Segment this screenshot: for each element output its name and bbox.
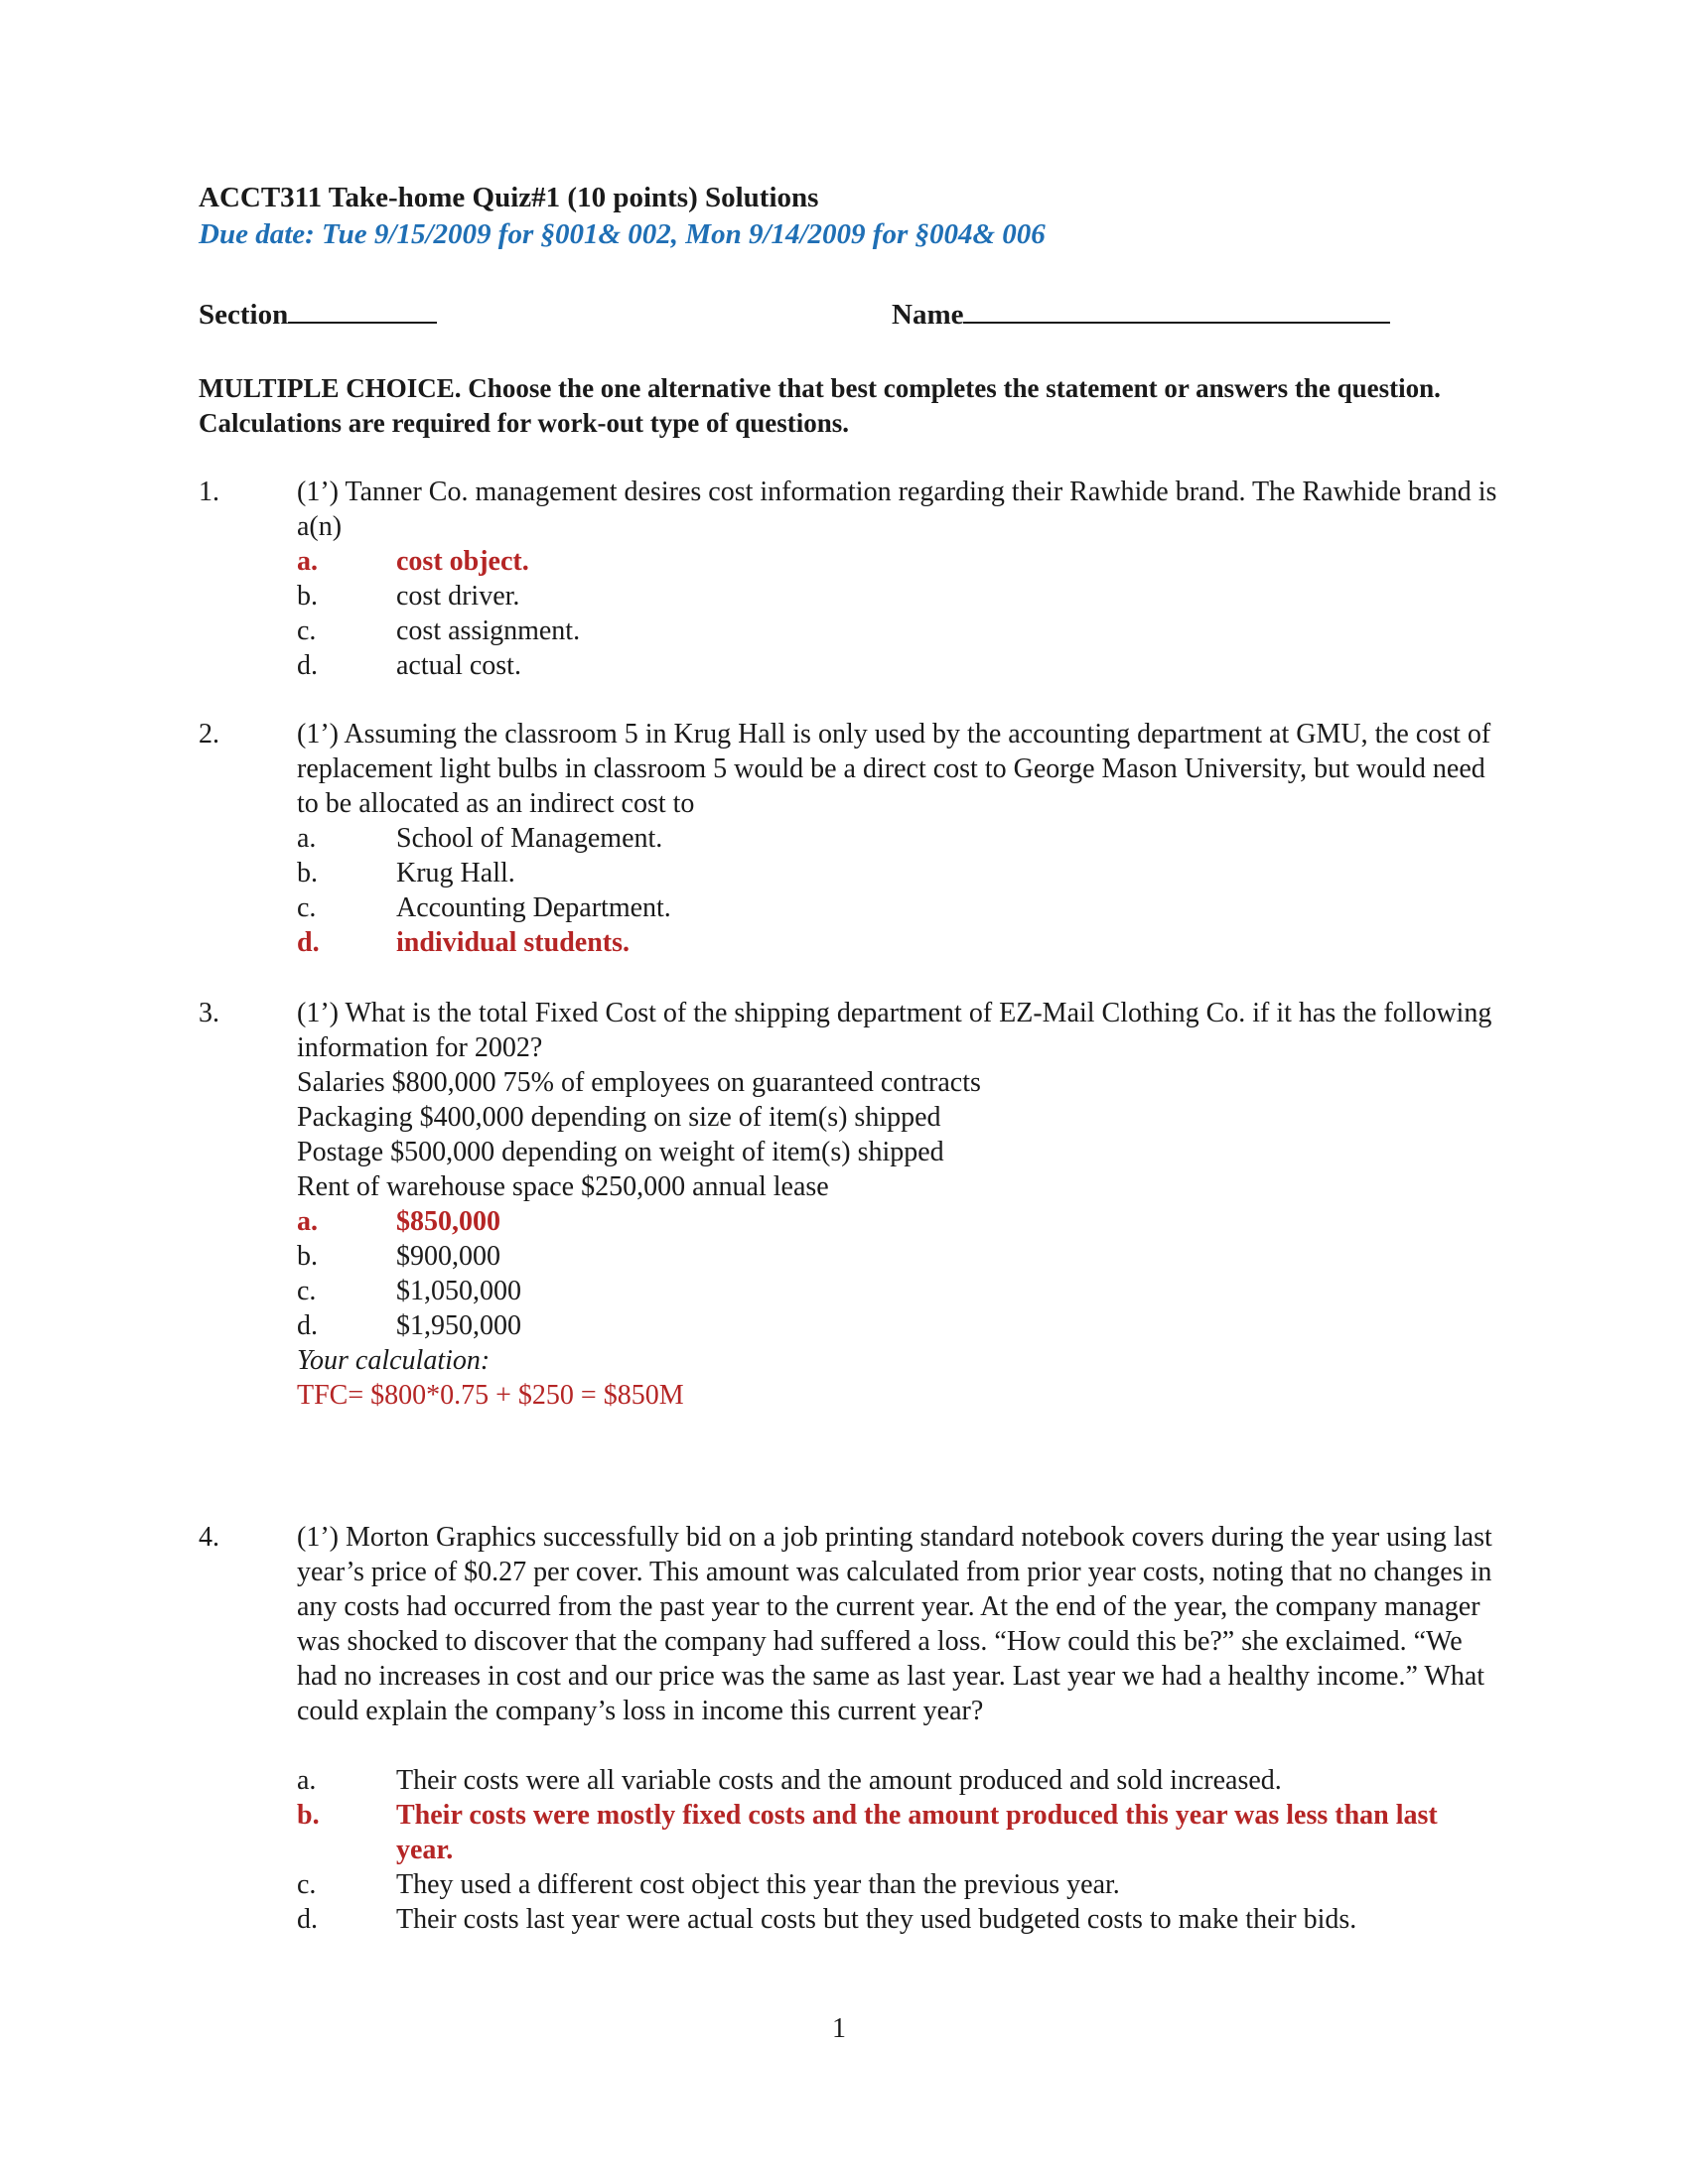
option-d-correct [297,925,1498,960]
section-label: Section [199,299,289,331]
option-letter: c. [297,1276,317,1306]
question-number: 3. [199,998,219,1028]
question-body [297,717,1498,960]
option-text: School of Management. [396,823,663,854]
info-line-packaging: Packaging $400,000 depending on size of item(s) shipped [297,1102,941,1133]
option-text: individual students. [396,927,630,958]
option-b-correct [297,1798,1498,1867]
option-letter: d. [297,927,320,958]
question-body [297,1520,1498,1937]
option-text: Their costs were all variable costs and the amount produced and sold increased. [396,1765,1282,1796]
options-list [297,821,1498,960]
section-blank [288,296,437,324]
option-a-correct [297,1204,1498,1239]
option-text: $900,000 [396,1241,500,1272]
option-d [297,648,1498,683]
option-a-correct [297,544,1498,579]
option-letter: c. [297,892,317,923]
option-a [297,1763,1498,1798]
question-number: 2. [199,719,219,750]
option-text: $1,950,000 [396,1310,521,1341]
option-c [297,1274,1498,1308]
option-text: Krug Hall. [396,858,515,888]
calculation-label: Your calculation: [297,1345,491,1376]
option-text: $850,000 [396,1206,500,1237]
option-text: cost driver. [396,581,520,612]
option-letter: c. [297,615,317,646]
option-b [297,1239,1498,1274]
instructions: MULTIPLE CHOICE. Choose the one alternative that best completes the statement or answers the question. Calculations are required for work-out type of questions. [199,373,1441,438]
due-date: Due date: Tue 9/15/2009 for §001& 002, Mon 9/14/2009 for §004& 006 [199,218,1046,250]
info-line-postage: Postage $500,000 depending on weight of item(s) shipped [297,1137,944,1167]
option-text: Their costs were mostly fixed costs and the amount produced this year was less than last year. [396,1800,1438,1865]
option-letter: a. [297,1765,317,1796]
option-c [297,1867,1498,1902]
option-letter: a. [297,546,318,577]
option-text: Their costs last year were actual costs but they used budgeted costs to make their bids. [396,1904,1357,1935]
option-d [297,1902,1498,1937]
option-b [297,579,1498,614]
option-letter: a. [297,1206,318,1237]
question-text: (1’) Morton Graphics successfully bid on a job printing standard notebook covers during the year using last year’s price of $0.27 per cover. This amount was calculated from prior year costs, noting that no changes in any costs had occurred from the past year to the current year. At the end of the year, the company manager was shocked to discover that the company had suffered a loss. “How could this be?” she exclaimed. “We had no increases in cost and our price was the same as last year. Last year we had a healthy income.” What could explain the company’s loss in income this current year? [297,1522,1492,1726]
option-a [297,821,1498,856]
option-text: cost assignment. [396,615,581,646]
option-letter: b. [297,581,318,612]
section-field [199,296,437,333]
options-list [297,544,1498,683]
question-text: (1’) Tanner Co. management desires cost information regarding their Rawhide brand. The Rawhide brand is a(n) [297,477,1497,542]
option-text: actual cost. [396,650,521,681]
calculation-value: TFC= $800*0.75 + $250 = $850M [297,1380,684,1411]
option-letter: b. [297,1800,320,1831]
quiz-title: ACCT311 Take-home Quiz#1 (10 points) Solutions [199,182,819,213]
option-text: They used a different cost object this year than the previous year. [396,1869,1120,1900]
option-text: Accounting Department. [396,892,671,923]
option-letter: c. [297,1869,317,1900]
option-letter: d. [297,1904,318,1935]
question-body [297,996,1498,1413]
option-d [297,1308,1498,1343]
question-text: (1’) What is the total Fixed Cost of the shipping department of EZ-Mail Clothing Co. if it has the following information for 2002? [297,998,1492,1063]
name-field [892,296,1390,333]
option-letter: b. [297,1241,318,1272]
name-label: Name [892,299,964,331]
option-text: $1,050,000 [396,1276,521,1306]
option-letter: d. [297,650,318,681]
question-text: (1’) Assuming the classroom 5 in Krug Hall is only used by the accounting department at GMU, the cost of replacement light bulbs in classroom 5 would be a direct cost to George Mason University, but would need to be allocated as an indirect cost to [297,719,1491,819]
options-list [297,1204,1498,1343]
option-b [297,856,1498,890]
question-number: 4. [199,1522,219,1553]
question-number: 1. [199,477,219,507]
page-number: 1 [832,2013,846,2044]
option-letter: d. [297,1310,318,1341]
name-blank [963,296,1390,324]
info-line-salaries: Salaries $800,000 75% of employees on guaranteed contracts [297,1067,981,1098]
option-c [297,890,1498,925]
info-line-rent: Rent of warehouse space $250,000 annual lease [297,1171,829,1202]
option-text: cost object. [396,546,529,577]
option-letter: a. [297,823,317,854]
option-letter: b. [297,858,318,888]
options-list [297,1763,1498,1937]
question-body [297,475,1498,683]
option-c [297,614,1498,648]
